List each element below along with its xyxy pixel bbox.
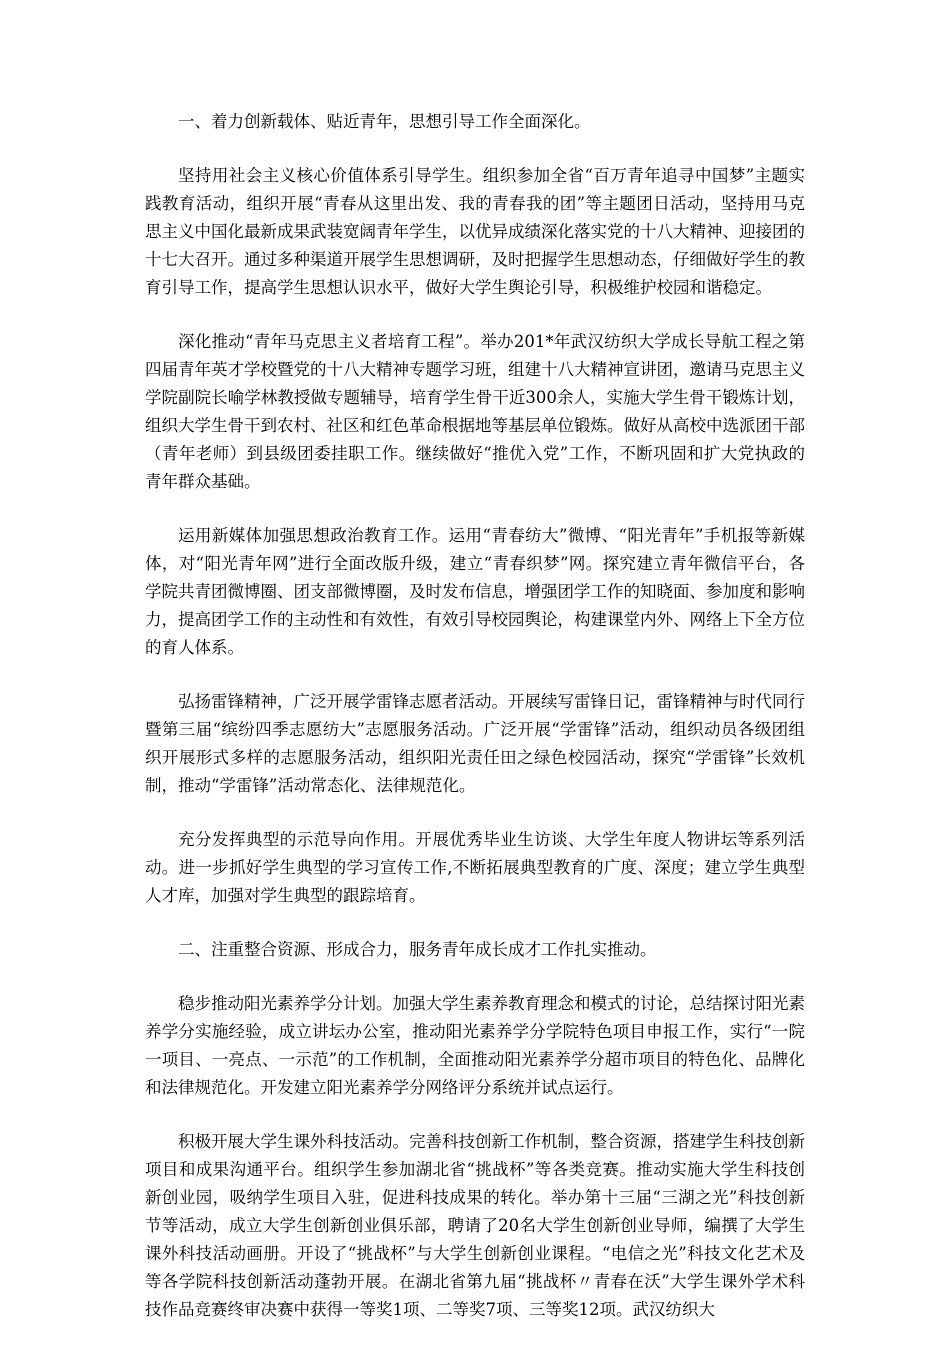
paragraph-lei-feng: 弘扬雷锋精神，广泛开展学雷锋志愿者活动。开展续写雷锋日记，雷锋精神与时代同行暨第三届“缤纷四季志愿纺大”志愿服务活动。广泛开展“学雷锋”活动，组织动员各级团组织开展形式多样的志愿服务活动，组织阳光责任田之绿色校园活动，探究“学雷锋”长效机制，推动“学雷锋”活动常态化、法律规范化。 [145, 692, 805, 795]
paragraph-role-models: 充分发挥典型的示范导向作用。开展优秀毕业生访谈、大学生年度人物讲坛等系列活动。进一步抓好学生典型的学习宣传工作,不断拓展典型教育的广度、深度；建立学生典型人才库，加强对学生典型的跟踪培育。 [145, 830, 805, 905]
document-body [145, 108, 805, 1350]
paragraph-core-values: 坚持用社会主义核心价值体系引导学生。组织参加全省“百万青年追寻中国梦”主题实践教育活动，组织开展“青春从这里出发、我的青春我的团”等主题团日活动，坚持用马克思主义中国化最新成果武装宽阔青年学生，以优异成绩深化落实党的十八大精神、迎接团的十七大召开。通过多种渠道开展学生思想调研，及时把握学生思想动态，仔细做好学生的教育引导工作，提高学生思想认识水平，做好大学生舆论引导，积极维护校园和谐稳定。 [145, 166, 805, 297]
section-heading-1: 一、着力创新载体、贴近青年，思想引导工作全面深化。 [178, 112, 591, 131]
paragraph-marxist-youth: 深化推动“青年马克思主义者培育工程”。举办201*年武汉纺织大学成长导航工程之第四届青年英才学校暨党的十八大精神专题学习班，组建十八大精神宣讲团，邀请马克思主义学院副院长喻学林教授做专题辅导，培育学生骨干近300余人，实施大学生骨干锻炼计划，组织大学生骨干到农村、社区和红色革命根据地等基层单位锻炼。做好从高校中选派团干部（青年老师）到县级团委挂职工作。继续做好“推优入党”工作，不断巩固和扩大党执政的青年群众基础。 [145, 332, 805, 491]
paragraph-new-media: 运用新媒体加强思想政治教育工作。运用“青春纺大”微博、“阳光青年”手机报等新媒体，对“阳光青年网”进行全面改版升级，建立“青春织梦”网。探究建立青年微信平台，各学院共青团微博圈、团支部微博圈，及时发布信息，增强团学工作的知晓面、参加度和影响力，提高团学工作的主动性和有效性，有效引导校园舆论，构建课堂内外、网络上下全方位的育人体系。 [145, 526, 805, 657]
paragraph-sunshine-credits: 稳步推动阳光素养学分计划。加强大学生素养教育理念和模式的讨论，总结探讨阳光素养学分实施经验，成立讲坛办公室，推动阳光素养学分学院特色项目申报工作，实行“一院一项目、一亮点、一示范”的工作机制，全面推动阳光素养学分超市项目的特色化、品牌化和法律规范化。开发建立阳光素养学分网络评分系统并试点运行。 [145, 994, 805, 1097]
section-heading-2: 二、注重整合资源、形成合力，服务青年成长成才工作扎实推动。 [178, 940, 657, 959]
paragraph-science-activities: 积极开展大学生课外科技活动。完善科技创新工作机制，整合资源，搭建学生科技创新项目和成果沟通平台。组织学生参加湖北省“挑战杯”等各类竞赛。推动实施大学生科技创新创业园，吸纳学生项目入驻，促进科技成果的转化。举办第十三届“三湖之光”科技创新节等活动，成立大学生创新创业俱乐部，聘请了20名大学生创新创业导师，编撰了大学生课外科技活动画册。开设了“挑战杯”与大学生创新创业课程。“电信之光”科技文化艺术及等各学院科技创新活动蓬勃开展。在湖北省第九届“挑战杯〃青春在沃”大学生课外学术科技作品竞赛终审决赛中获得一等奖1项、二等奖7项、三等奖12项。武汉纺织大 [145, 1132, 805, 1319]
